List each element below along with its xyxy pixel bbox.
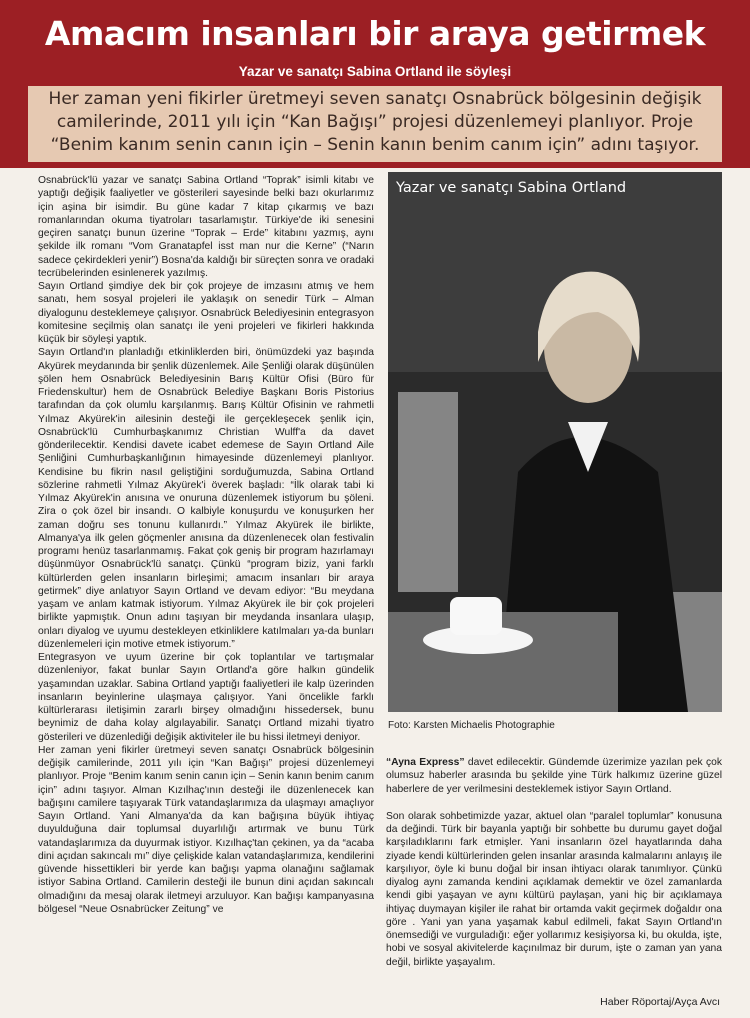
- paragraph: Entegrasyon ve uyum üzerine bir çok toplantılar ve tartışmalar düzenleniyor, fakat bunlar Sayın Ortland'a göre halkın gündelik yaşamından uzaklar. Sabina Ortland yaptığı faaliyetleri ile kalp üzerinden insanların beyinlerine ulaşmaya çalışıyor. Yani öncelikle farklı kültürlerarası iletişimin zararlı birşey olmadığını hissedersek, bunu beynimiz de daha kolay algılayabilir. Sanatçı Ortland mizahi tiyatro gösterileri ve düzenlediği değişik aktiviteler ile bu hissi iletmeyi deniyor.: [38, 652, 374, 743]
- article-body: [0, 168, 750, 1018]
- article-subtitle: Yazar ve sanatçı Sabina Ortland ile söyleşi: [238, 64, 512, 79]
- paragraph: Sayın Ortland şimdiye dek bir çok projeye de imzasını atmış ve hem sanatı, hem sosyal projeleri ile yaklaşık on senedir Türk – Alman diyalogunu desteklemeye çalışıyor. Osnabrück Belediyesinin entegrasyon komitesine seçilmiş olan sanatçı ile yeni projeleri ve fikirleri hakkında küçük bir söyleşi yaptık.: [38, 281, 374, 345]
- photo-caption: Yazar ve sanatçı Sabina Ortland: [396, 180, 627, 196]
- portrait-photo: [388, 172, 722, 712]
- paragraph: Son olarak sohbetimizde yazar, aktuel olan “paralel toplumlar” konusuna da değindi. Türk bir bayanla yaptığı bir sohbette bu durumu gayet doğal karşıladıklarını fark etmişler. Yani insanların özel hayatlarında daha ziyade kendi kültürlerinden gelen insanlar arasında kalmalarını anlayış ile karşılıyor, öyle ki bunu doğal bir insan ihtiyacı olarak tanımlıyor. Çünkü diyalog aynı zamanda kendini açıklamak demektir ve özel zamanlarda kendi gibi yaşayan ve aynı kültürü paylaşan, yani hiç bir açıklamaya ihtiyaç duymayan kişiler ile rahat bir ortamda vakit geçirmek doğaldır ona göre . Yani yan yana yaşamak kabul edilmeli, fakat Sayın Ortland'ın önemsediği ve vurguladığı: eğer yollarımız kesişiyorsa ki, bu okulda, işte, hobi ve sosyal akivitelerde kaçınılmaz bir durum, işte o zaman yan yana değil, birlikte yaşayalım.: [386, 810, 722, 968]
- newspaper-name: “Ayna Express”: [386, 757, 465, 768]
- article-title: Amacım insanları bir araya getirmek: [44, 14, 706, 53]
- paragraph: Osnabrück'lü yazar ve sanatçı Sabina Ortland “Toprak” isimli kitabı ve yaptığı değişik faaliyetler ve gösterileri sayesinde belki bazı okurlarımız için aşina bir isimdir. Bu güne kadar 7 kitap çıkarmış ve bazı romanlarından okuma tiyatroları tasarlamıştır. Türkiye'de iki senesini geçiren sanatçı bunun üzerine “Toprak – Erde” kitabını yazmış, aynı şekilde ilk romanı “Vom Granatapfel isst man nur die Kerne” (“Narın sadece çekirdekleri yenir”) Bosna'da kaldığı bir süreçten sonra ve oradaki tecrübelerinden esinlenerek yazılmış.: [38, 175, 374, 279]
- photo-credit: Foto: Karsten Michaelis Photographie: [388, 720, 555, 731]
- paragraph: Her zaman yeni fikirler üretmeyi seven sanatçı Osnabrück bölgesinin değişik camilerinde, 2011 yılı için “Kan Bağışı” projesi düzenlemeyi planlıyor. Proje “Benim kanım senin canın için – Senin kanın benim canım için” adını taşıyor. Alman Kızılhaç'ının desteği ile düzenlenecek kan bağışını camilere taşıyarak Türk vatandaşlarımıza da ulaşmayı amaçlıyor Sayın Ortland. Yani Almanya'da da kan bağışına büyük ihtiyaç duyulduğuna dair toplumsal duyarlılığı artırmak ve bunu Türk vatandaşlarımıza da duyurmak istiyor. Kızılhaç'tan çekinen, ya da “acaba dini açıdan sakıncalı mı” diye çelişkide kalan vatandaşlarımıza, kendilerini güvende hissettikleri bir yerde kan bağışı yapma olanağını sağlamak istiyor Sabina Ortland. Camilerin desteği ile bunun dini açıdan sakıncalı olmadığını da mesaj olarak iletmeyi arzuluyor. Kan bağışı kampanyasına bölgesel “Neue Osnabrücker Zeitung” ve: [38, 744, 374, 915]
- left-column: [38, 174, 374, 916]
- article-header: [0, 0, 750, 168]
- paragraph: Sayın Ortland'ın planladığı etkinliklerden biri, önümüzdeki yaz başında Akyürek meydanında bir şenlik düzenlemek. Aile Şenliği olarak düşünülen şölen hem Osnabrück Belediyesinin Barış Kültür Ofisi (Büro für Friedenskultur) hem de Osnabrück Belediye Başkanı Boris Pistorius tarafından da çok olumlu karşılanmış. Barış Kültür Ofisinin ve rahmetli Yılmaz Akyürek'in ailesinin desteği ile gerçekleşecek şenlik için, Osnabrück'lü Cumhurbaşkanımız Christian Wulff'a da davet gönderilecektir. Kendisi davete icabet edemese de Sayın Ortland Aile Şenliğini Cumhurbaşkanlığının himayesinde düzenlemeyi planlıyor. Kendisine bu fikrin nasıl geliştiğini sorduğumuzda, Sabina Ortland sözlerine rahmetli Yılmaz Akyürek'i överek başladı: “İlk olarak tabi ki Yılmaz Akyürek'in anısına ve onuruna düzenlemek istiyorum bu şöleni. Zira o çok özel bir insandı. O kalbiyle konuşurdu ve konuşurken her zaman doğru ses tonunu kullanırdı.” Yılmaz Akyürek ile birlikte, Almanya'ya ilk gelen göçmenler anısına da düzenlenecek olan festivalin programı henüz tasarlanmamış. Fakat çok geniş bir program hazırlamayı düşünmüyor Osnabrück'lü sanatçı. Çünkü “program biziz, yani farklı kültürlerden gelen insanların birleşimi; amacım insanları bir araya getirmek” diye anlatıyor Sayın Ortland ve devam ediyor: “Bu meydana yaşam ve anlam katmak istiyorum. Yılmaz Akyürek ile bir çok projeleri birlikte yapmıştık. Onun adını taşıyan bir meydanda insanlara ulaşıp, onları diyalog ve uyumu destekleyen etkinliklere katılmaları ya-da bunları düzenlemeleri için motive etmek istiyorum.”: [38, 347, 374, 650]
- paragraph-text: davet edilecektir. Gündemde üzerimize yazılan pek çok olumsuz haberler arasında bu şekilde yine Türk halkımız üzerine güzel haberlere de yer verilmesini desteklemek istiyor Sayın Ortland.: [386, 757, 722, 795]
- portrait-illustration: [388, 172, 722, 712]
- right-column: [386, 756, 722, 969]
- paragraph: [386, 756, 722, 796]
- article-lead: Her zaman yeni fikirler üretmeyi seven sanatçı Osnabrück bölgesinin değişik camilerinde, 2011 yılı için “Kan Bağışı” projesi düzenlemeyi planlıyor. Proje “Benim kanım senin canın için – Senin kanın benim canım için” adını taşıyor.: [28, 86, 722, 162]
- author-signature: Haber Röportaj/Ayça Avcı: [600, 996, 720, 1008]
